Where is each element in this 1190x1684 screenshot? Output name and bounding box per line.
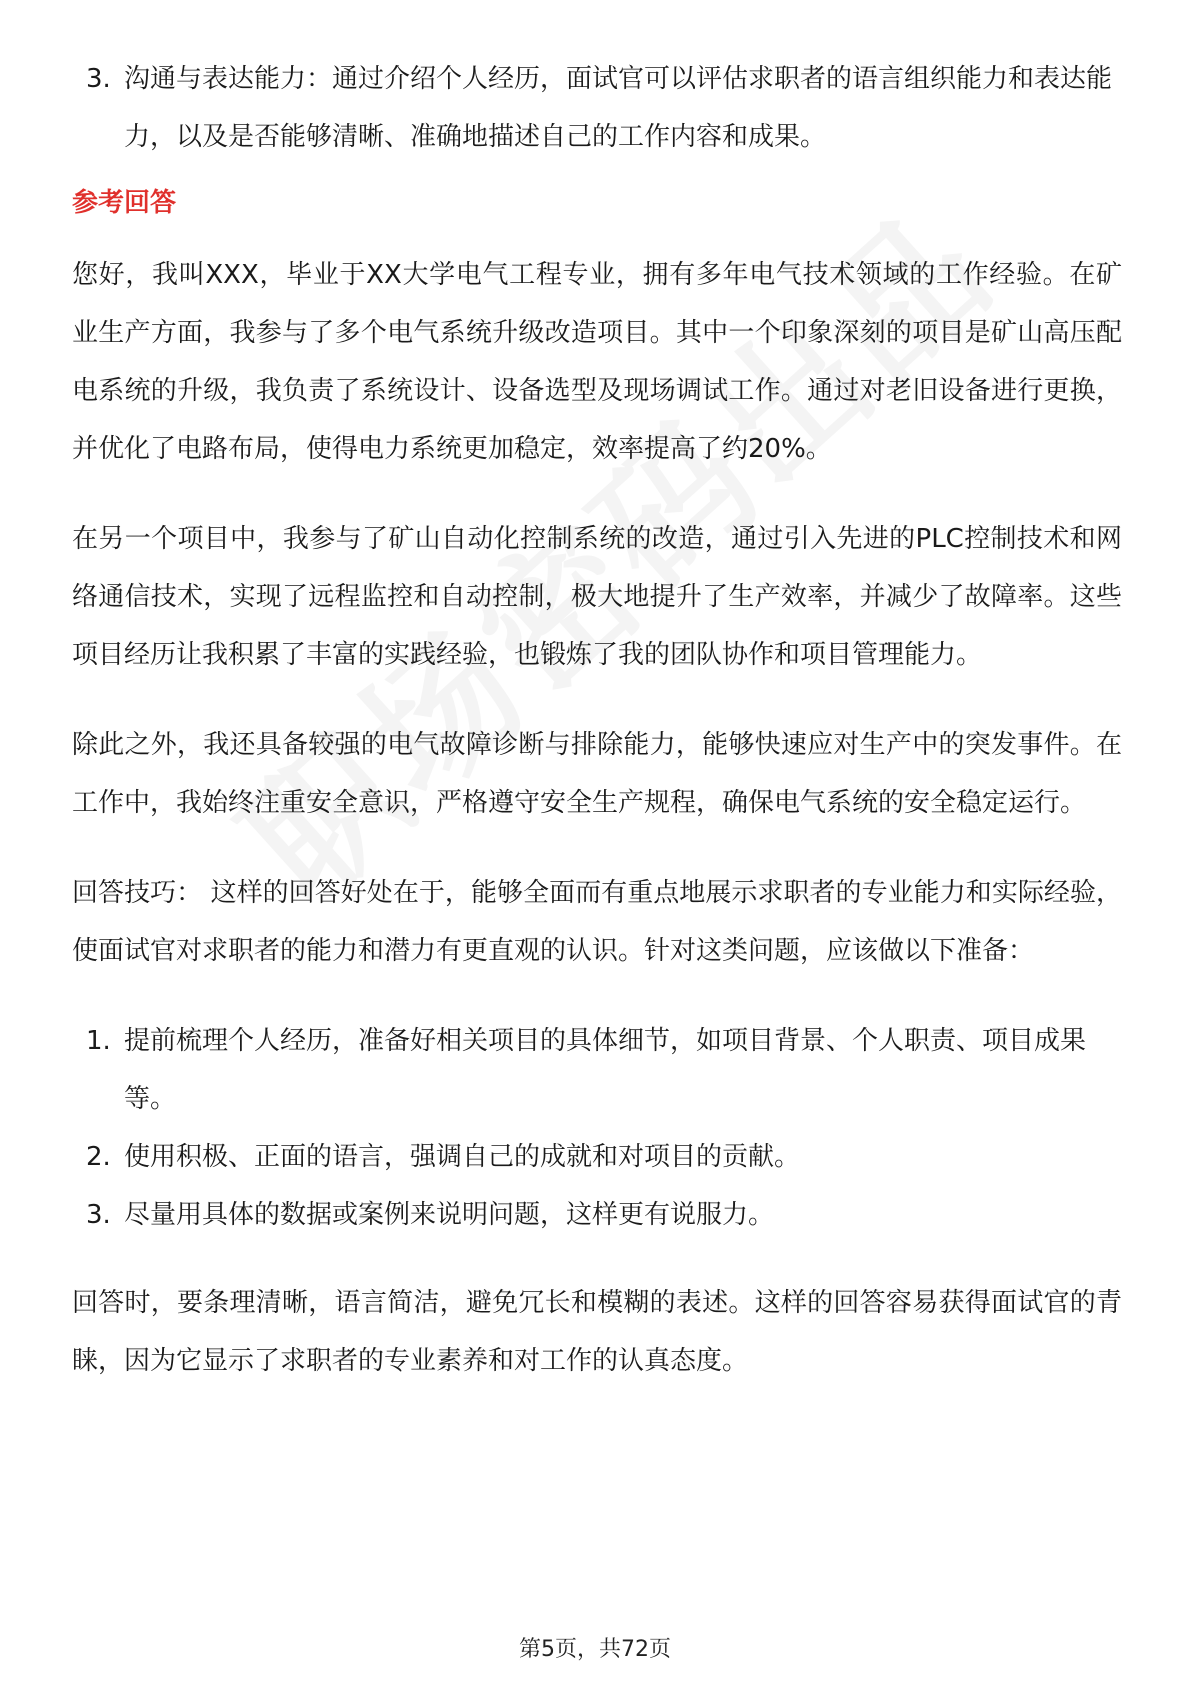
- list-item: [72, 50, 1122, 166]
- list-item: [72, 1012, 1122, 1128]
- section-heading: 参考回答: [72, 188, 177, 218]
- closing-paragraph: 回答时，要条理清晰，语言简洁，避免冗长和模糊的表述。这样的回答容易获得面试官的青睐，因为它显示了求职者的专业素养和对工作的认真态度。: [72, 1288, 1122, 1376]
- list-item-text: 使用积极、正面的语言，强调自己的成就和对项目的贡献。: [124, 1142, 801, 1172]
- list-item-text: 沟通与表达能力：通过介绍个人经历，面试官可以评估求职者的语言组织能力和表达能力，以及是否能够清晰、准确地描述自己的工作内容和成果。: [124, 64, 1113, 152]
- list-number: 3.: [86, 64, 111, 94]
- list-item: [72, 1128, 1122, 1186]
- list-number: 3.: [86, 1200, 111, 1230]
- answer-paragraph-2: 在另一个项目中，我参与了矿山自动化控制系统的改造，通过引入先进的PLC控制技术和网络通信技术，实现了远程监控和自动控制，极大地提升了生产效率，并减少了故障率。这些项目经历让我积累了丰富的实践经验，也锻炼了我的团队协作和项目管理能力。: [72, 524, 1122, 670]
- top-list: [72, 50, 1122, 166]
- list-item: [72, 1186, 1122, 1244]
- list-item-text: 尽量用具体的数据或案例来说明问题，这样更有说服力。: [124, 1200, 775, 1230]
- tips-list: [72, 1012, 1122, 1244]
- answer-paragraph-1: 您好，我叫XXX，毕业于XX大学电气工程专业，拥有多年电气技术领域的工作经验。在矿业生产方面，我参与了多个电气系统升级改造项目。其中一个印象深刻的项目是矿山高压配电系统的升级，我负责了系统设计、设备选型及现场调试工作。通过对老旧设备进行更换，并优化了电路布局，使得电力系统更加稳定，效率提高了约20%。: [72, 260, 1122, 464]
- answer-paragraph-3: 除此之外，我还具备较强的电气故障诊断与排除能力，能够快速应对生产中的突发事件。在工作中，我始终注重安全意识，严格遵守安全生产规程，确保电气系统的安全稳定运行。: [72, 730, 1122, 818]
- list-number: 1.: [86, 1026, 111, 1056]
- page-content: [72, 50, 1122, 1422]
- tips-intro-paragraph: 回答技巧： 这样的回答好处在于，能够全面而有重点地展示求职者的专业能力和实际经验，使面试官对求职者的能力和潜力有更直观的认识。针对这类问题，应该做以下准备：: [72, 878, 1122, 966]
- list-number: 2.: [86, 1142, 111, 1172]
- list-item-text: 提前梳理个人经历，准备好相关项目的具体细节，如项目背景、个人职责、项目成果等。: [124, 1026, 1087, 1114]
- page-number-footer: 第5页，共72页: [519, 1637, 671, 1662]
